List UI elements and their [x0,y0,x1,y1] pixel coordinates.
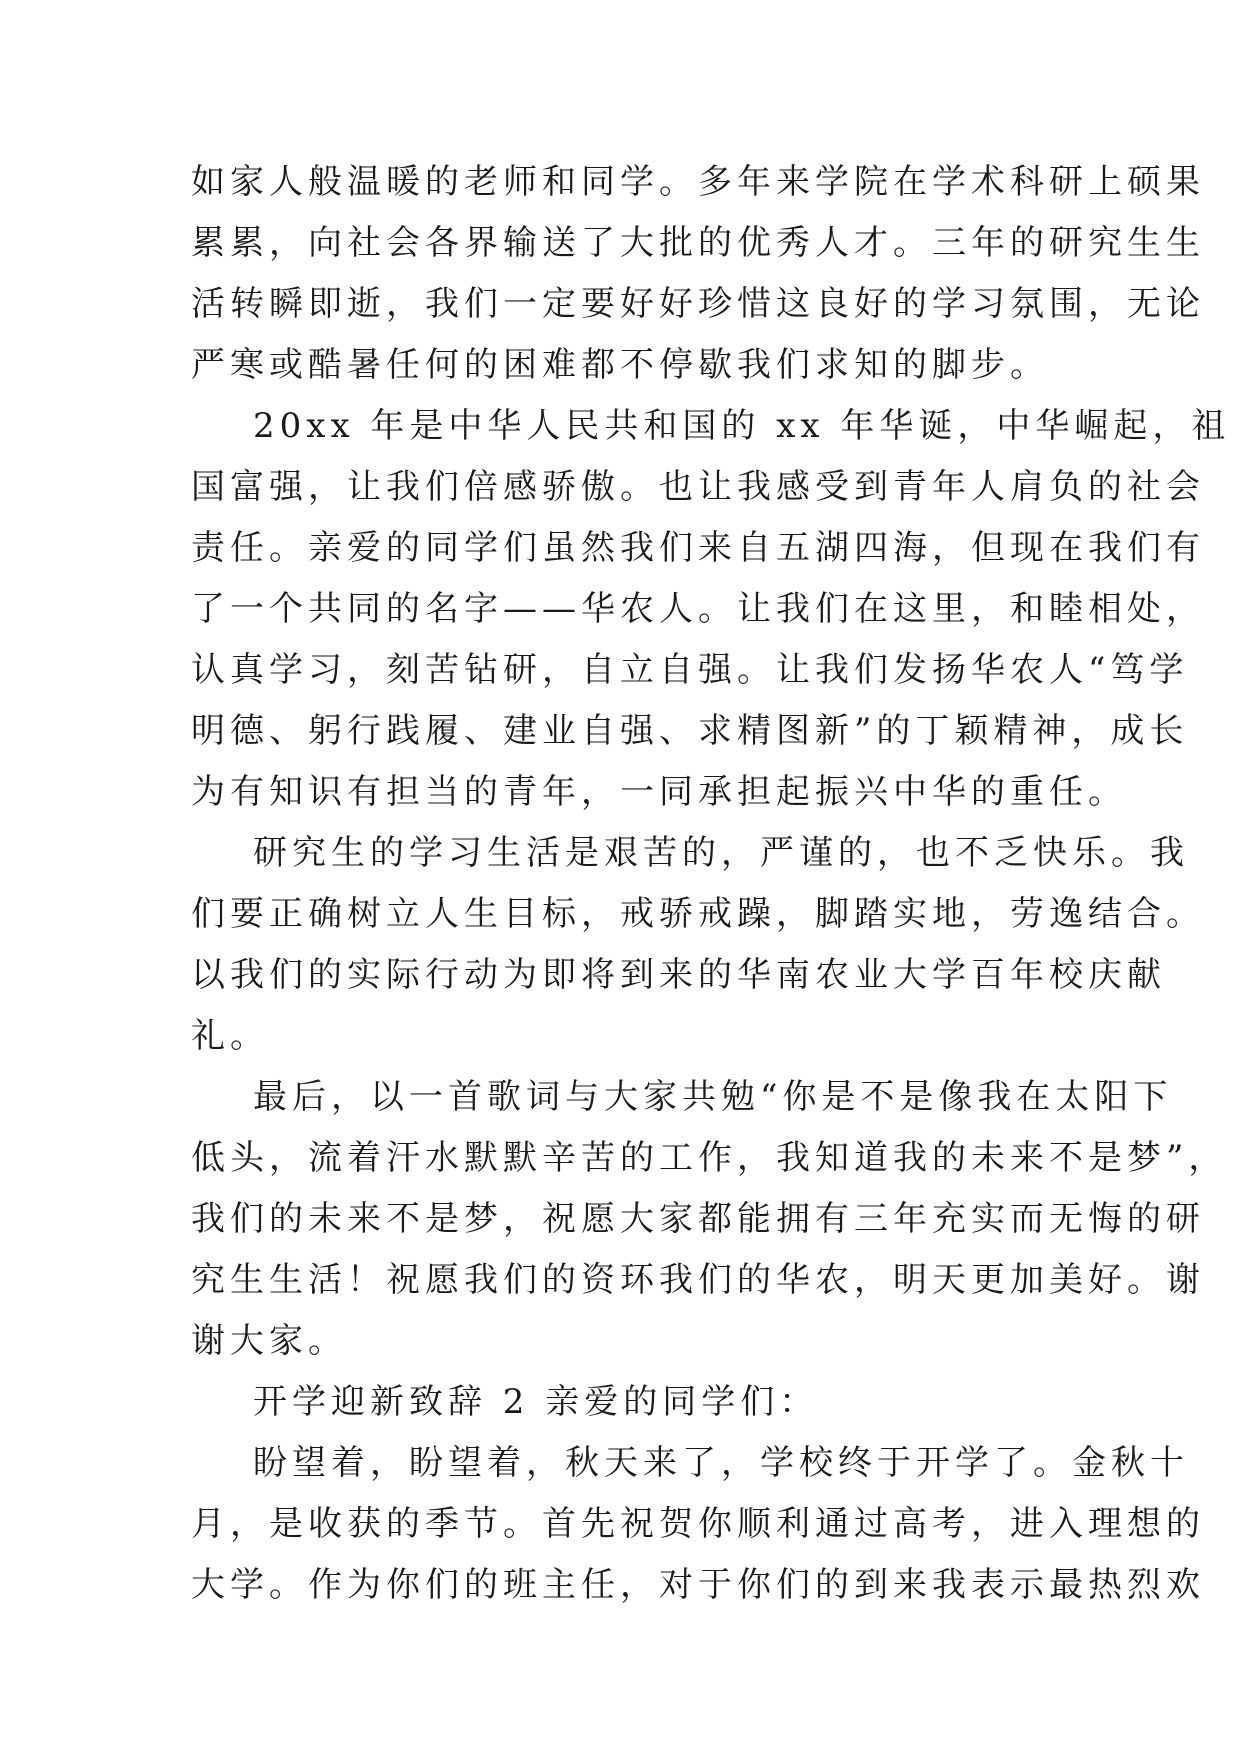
text-line: 认真学习，刻苦钻研，自立自强。让我们发扬华农人“笃学 [191,650,1189,690]
text-line: 礼。 [191,1016,269,1056]
text-line: 低头，流着汗水默默辛苦的工作，我知道我的未来不是梦”， [191,1138,1228,1178]
text-line: 大学。作为你们的班主任，对于你们的到来我表示最热烈欢 [191,1565,1205,1605]
text-line: 国富强，让我们倍感骄傲。也让我感受到青年人肩负的社会 [191,467,1205,507]
text-line: 我们的未来不是梦，祝愿大家都能拥有三年充实而无悔的研 [191,1199,1205,1239]
text-line: 如家人般温暖的老师和同学。多年来学院在学术科研上硕果 [191,162,1205,202]
text-line: 了一个共同的名字——华农人。让我们在这里，和睦相处， [191,589,1205,629]
text-line: 明德、躬行践履、建业自强、求精图新”的丁颖精神，成长 [191,711,1189,751]
text-line: 以我们的实际行动为即将到来的华南农业大学百年校庆献 [191,955,1166,995]
text-line: 责任。亲爱的同学们虽然我们来自五湖四海，但现在我们有 [191,528,1205,568]
text-line: 究生生活！祝愿我们的资环我们的华农，明天更加美好。谢 [191,1260,1205,1300]
text-line: 活转瞬即逝，我们一定要好好珍惜这良好的学习氛围，无论 [191,284,1205,324]
section-heading-line: 开学迎新致辞 2 亲爱的同学们： [253,1382,819,1422]
paragraph-first-line: 盼望着，盼望着，秋天来了，学校终于开学了。金秋十 [253,1443,1189,1483]
paragraph-first-line: 研究生的学习生活是艰苦的，严谨的，也不乏快乐。我 [253,833,1189,873]
paragraph-first-line: 最后，以一首歌词与大家共勉“你是不是像我在太阳下 [253,1077,1173,1117]
text-line: 为有知识有担当的青年，一同承担起振兴中华的重任。 [191,772,1127,812]
document-body [191,152,1231,1616]
paragraph-first-line: 20xx 年是中华人民共和国的 xx 年华诞，中华崛起，祖 [253,406,1231,446]
text-line: 们要正确树立人生目标，戒骄戒躁，脚踏实地，劳逸结合。 [191,894,1205,934]
text-line: 谢大家。 [191,1321,347,1361]
text-line: 严寒或酷暑任何的困难都不停歇我们求知的脚步。 [191,345,1049,385]
text-line: 月，是收获的季节。首先祝贺你顺利通过高考，进入理想的 [191,1504,1205,1544]
text-line: 累累，向社会各界输送了大批的优秀人才。三年的研究生生 [191,223,1205,263]
